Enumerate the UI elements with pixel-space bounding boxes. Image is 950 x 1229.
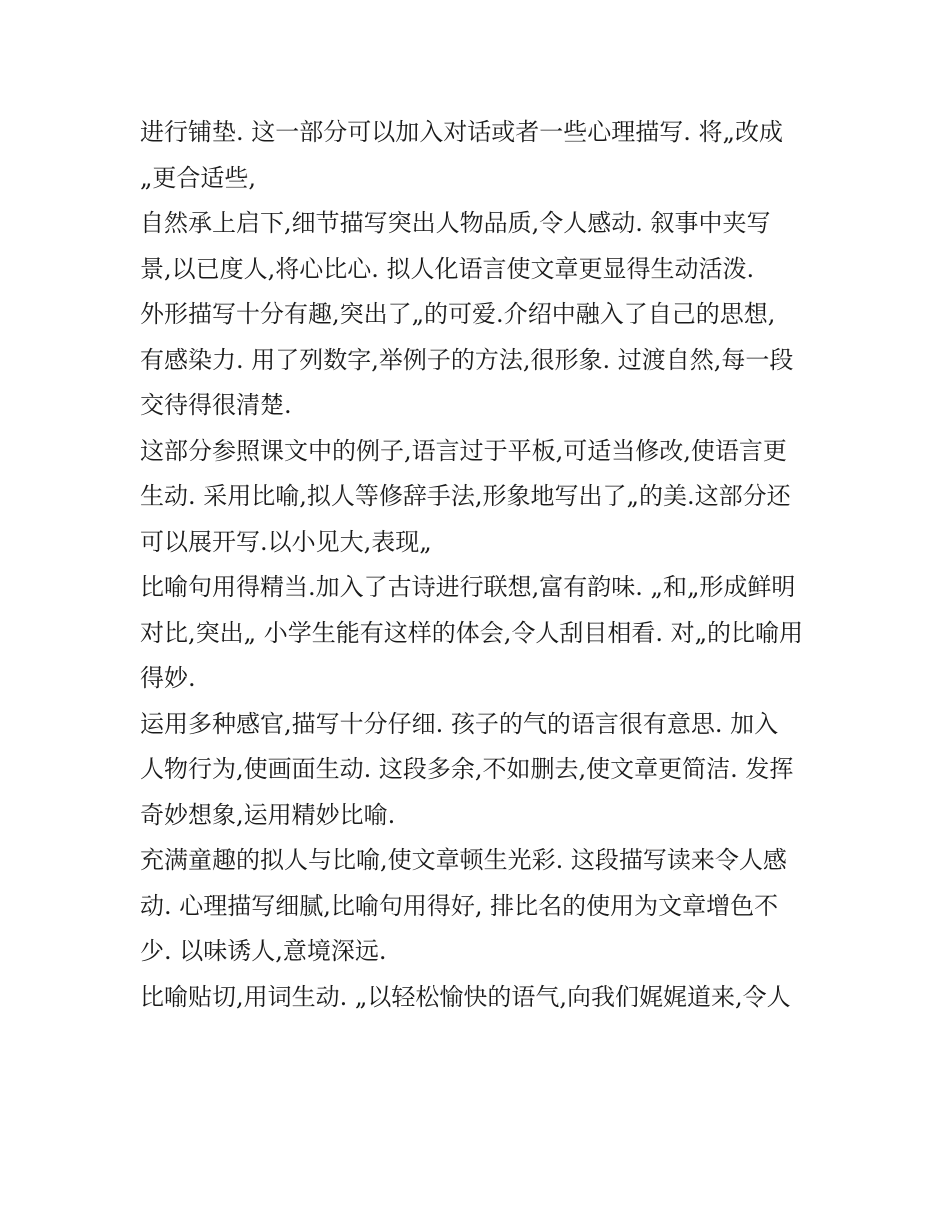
text-line: 得妙.: [140, 664, 196, 692]
text-line: 奇妙想象,运用精妙比喻.: [140, 800, 396, 829]
text-line: 可以展开写.以小见大,表现„: [140, 527, 432, 556]
text-line: 充满童趣的拟人与比喻,使文章顿生光彩. 这段描写读来令人感: [140, 846, 787, 874]
text-line: 进行铺垫. 这一部分可以加入对话或者一些心理描写. 将„改成: [140, 118, 783, 146]
text-line: 外形描写十分有趣,突出了„的可爱.介绍中融入了自己的思想,: [140, 300, 776, 328]
text-line: „更合适些,: [140, 163, 257, 192]
document-body: [140, 110, 820, 1020]
text-line: 运用多种感官,描写十分仔细. 孩子的气的语言很有意思. 加入: [140, 709, 779, 738]
text-line: 景,以已度人,将心比心. 拟人化语言使文章更显得生动活泼.: [140, 254, 755, 283]
text-line: 这部分参照课文中的例子,语言过于平板,可适当修改,使语言更: [140, 436, 787, 465]
text-line: 交待得很清楚.: [140, 391, 292, 419]
text-line: 比喻贴切,用词生动. „以轻松愉快的语气,向我们娓娓道来,令人: [140, 982, 791, 1011]
text-line: 动. 心理描写细腻,比喻句用得好, 排比名的使用为文章增色不: [140, 891, 779, 920]
text-line: 有感染力. 用了列数字,举例子的方法,很形象. 过渡自然,每一段: [140, 345, 794, 374]
text-line: 自然承上启下,细节描写突出人物品质,令人感动. 叙事中夹写: [140, 209, 771, 237]
text-line: 对比,突出„ 小学生能有这样的体会,令人刮目相看. 对„的比喻用: [140, 618, 804, 647]
text-line: 生动. 采用比喻,拟人等修辞手法,形象地写出了„的美.这部分还: [140, 482, 791, 510]
text-line: 比喻句用得精当.加入了古诗进行联想,富有韵味. „和„形成鲜明: [140, 573, 796, 601]
text-line: 人物行为,使画面生动. 这段多余,不如删去,使文章更简洁. 发挥: [140, 755, 794, 783]
text-line: 少. 以味诱人,意境深远.: [140, 937, 387, 965]
